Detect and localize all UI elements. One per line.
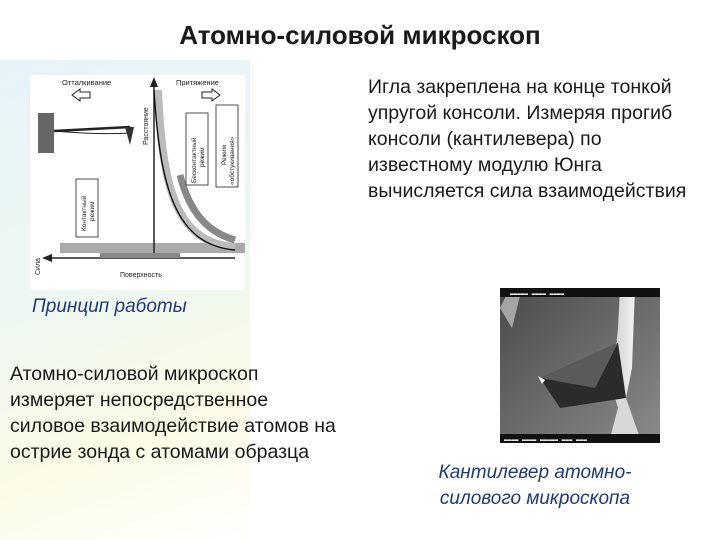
tapping-label-2: «обстукивания» [229,136,236,185]
image-caption: Кантилевер атомно-силового микроскопа [438,462,632,509]
attraction-label: Притяжение [176,78,219,87]
svg-text:▬▬▬▬ ▬▬▬▬ ▬▬▬▬▬ ▬▬▬ ▬▬▬: ▬▬▬▬ ▬▬▬▬ ▬▬▬▬▬ ▬▬▬ ▬▬▬ [504,436,587,443]
tapping-label-1: Режим [221,144,228,165]
force-label: Сила [35,258,42,275]
noncontact-label-1: Бесконтактный [191,137,198,183]
description-text: Игла закреплена на конце тонкой упругой консоли. Измеряя прогиб консоли (кантилевера) по известному модулю Юнга вычисляется сила взаимодействия [368,76,687,202]
afm-force-diagram [30,75,245,290]
afm-explanation-text: Атомно-силовой микроскоп измеряет непосредственное силовое взаимодействие атомов на острие зонда с атомами образца [10,363,336,463]
principle-heading: Принцип работы [32,296,187,317]
repulsion-label: Отталкивание [62,78,112,87]
cantilever-mount [38,113,54,153]
contact-label-1: Контактный [81,195,88,231]
contact-label-2: режим [89,201,96,221]
noncontact-label-2: режим [199,147,206,167]
distance-label: Расстояние [143,107,150,145]
svg-text:▬▬▬▬▬ ▬▬▬▬ ▬▬▬▬: ▬▬▬▬▬ ▬▬▬▬ ▬▬▬▬ [510,290,565,297]
slide-title: Атомно-силовой микроскоп [179,20,541,50]
surface-label: Поверхность [120,272,162,279]
cantilever-sem-image [500,288,660,448]
